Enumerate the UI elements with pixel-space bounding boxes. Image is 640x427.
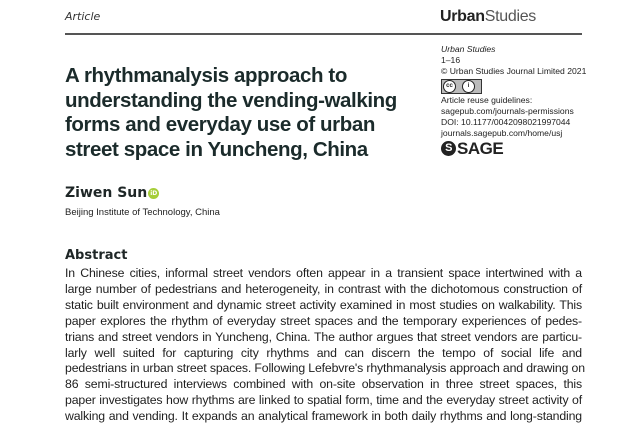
abstract-line: paper investigates how rhythms are linked to spatial form, time and the everyday street activity of [65, 393, 582, 408]
title-line: forms and everyday use of urban [65, 113, 376, 137]
journal-logo-light: Studies [484, 8, 537, 25]
sage-s-icon: S [441, 141, 456, 156]
abstract-line: In Chinese cities, informal street vendors often appear in a transient space intertwined with a [65, 266, 582, 280]
journal-link[interactable]: journals.sagepub.com/home/usj [441, 128, 563, 139]
reuse-link[interactable]: sagepub.com/journals-permissions [441, 105, 574, 116]
sage-logo [441, 139, 586, 159]
orcid-icon[interactable]: iD [150, 189, 158, 197]
article-type-label: Article [65, 10, 101, 23]
title-line: A rhythmanalysis approach to [65, 64, 347, 87]
abstract-line: trians and street vendors in Yuncheng, China. The author argues that street vendors are particu- [65, 329, 582, 344]
doi[interactable]: DOI: 10.1177/0042098021997044 [441, 117, 571, 128]
title-line: street space in Yuncheng, China [65, 137, 368, 161]
abstract-heading: Abstract [65, 248, 128, 263]
author-name[interactable]: Ziwen Sun [65, 185, 148, 201]
header-divider [65, 33, 582, 35]
abstract-line: 86 semi-structured interviews combined with on-site observation in three street spaces, this [65, 377, 582, 392]
page-range: 1–16 [441, 55, 461, 66]
abstract-line: static built environment and dynamic street activity examined in most studies on walkability. This [65, 297, 582, 312]
reuse-label: Article reuse guidelines: [441, 94, 533, 105]
paper-title [65, 64, 425, 162]
abstract-line: pedestrians in urban street spaces. Following Lefebvre's rhythmanalysis approach and drawing on [65, 361, 585, 376]
copyright: © Urban Studies Journal Limited 2021 [441, 66, 587, 77]
author [65, 185, 159, 201]
title-line: understanding the vending-walking [65, 88, 397, 112]
journal-metadata [441, 44, 587, 159]
abstract-line: large number of pedestrians and heterogeneity, in contrast with the dichotomous construction of [65, 281, 582, 296]
journal-logo [440, 8, 536, 26]
abstract-line: walking and vending. It expands an analytical framework in both daily rhythms and long-standing [65, 409, 582, 424]
journal-name: Urban Studies [441, 44, 496, 54]
cc-by-icon: cc i [441, 79, 482, 94]
journal-logo-bold: Urban [440, 8, 485, 25]
abstract-line: paper explores the rhythm of everyday street spaces and the temporary experiences of pedes- [65, 313, 582, 328]
abstract-body [65, 266, 585, 425]
author-affiliation: Beijing Institute of Technology, China [65, 207, 220, 218]
sage-logo-text: SAGE [457, 139, 504, 159]
abstract-line: larly well suited for capturing city rhythms and can discern the tempo of social life and [65, 345, 582, 360]
